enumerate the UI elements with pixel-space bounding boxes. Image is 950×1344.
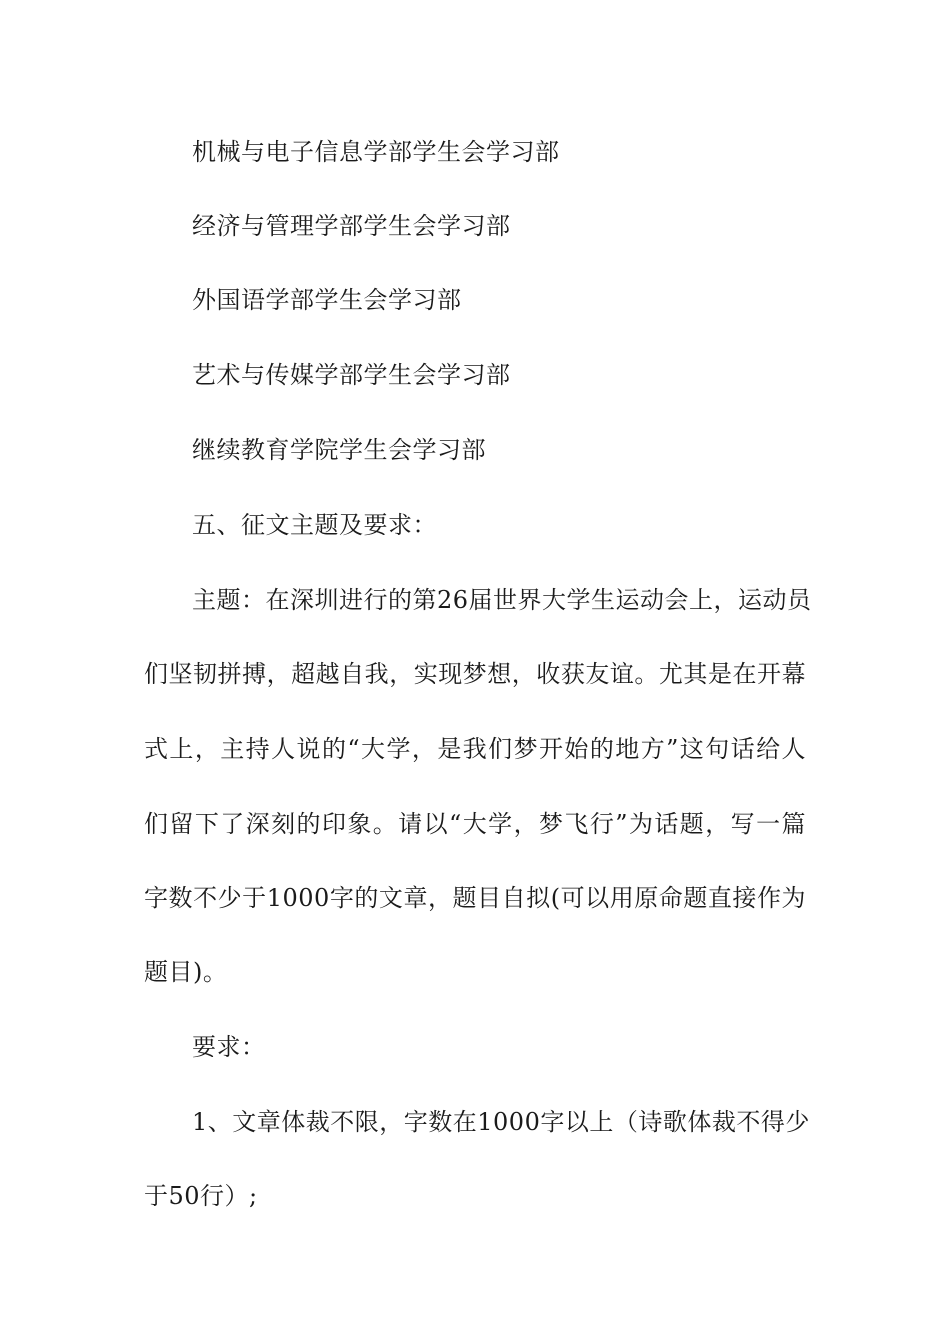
theme-paragraph-line: 们留下了深刻的印象。请以“大学，梦飞行”为话题，写一篇 [144, 810, 806, 838]
department-line: 继续教育学院学生会学习部 [192, 436, 486, 464]
department-line: 艺术与传媒学部学生会学习部 [192, 361, 511, 389]
requirement-line: 1、文章体裁不限，字数在1000字以上（诗歌体裁不得少 [192, 1108, 810, 1136]
theme-paragraph-line: 题目)。 [144, 958, 228, 986]
section-heading: 五、征文主题及要求： [192, 511, 437, 539]
requirement-line: 于50行）; [144, 1182, 258, 1210]
theme-paragraph-line: 主题：在深圳进行的第26届世界大学生运动会上，运动员 [192, 586, 812, 614]
department-line: 经济与管理学部学生会学习部 [192, 212, 511, 240]
requirements-label: 要求： [192, 1033, 266, 1061]
department-line: 机械与电子信息学部学生会学习部 [192, 138, 560, 166]
theme-paragraph-line: 们坚韧拼搏，超越自我，实现梦想，收获友谊。尤其是在开幕 [144, 660, 806, 688]
department-line: 外国语学部学生会学习部 [192, 286, 462, 314]
theme-paragraph-line: 式上，主持人说的“大学，是我们梦开始的地方”这句话给人 [144, 735, 806, 763]
theme-paragraph-line: 字数不少于1000字的文章，题目自拟(可以用原命题直接作为 [144, 884, 806, 912]
